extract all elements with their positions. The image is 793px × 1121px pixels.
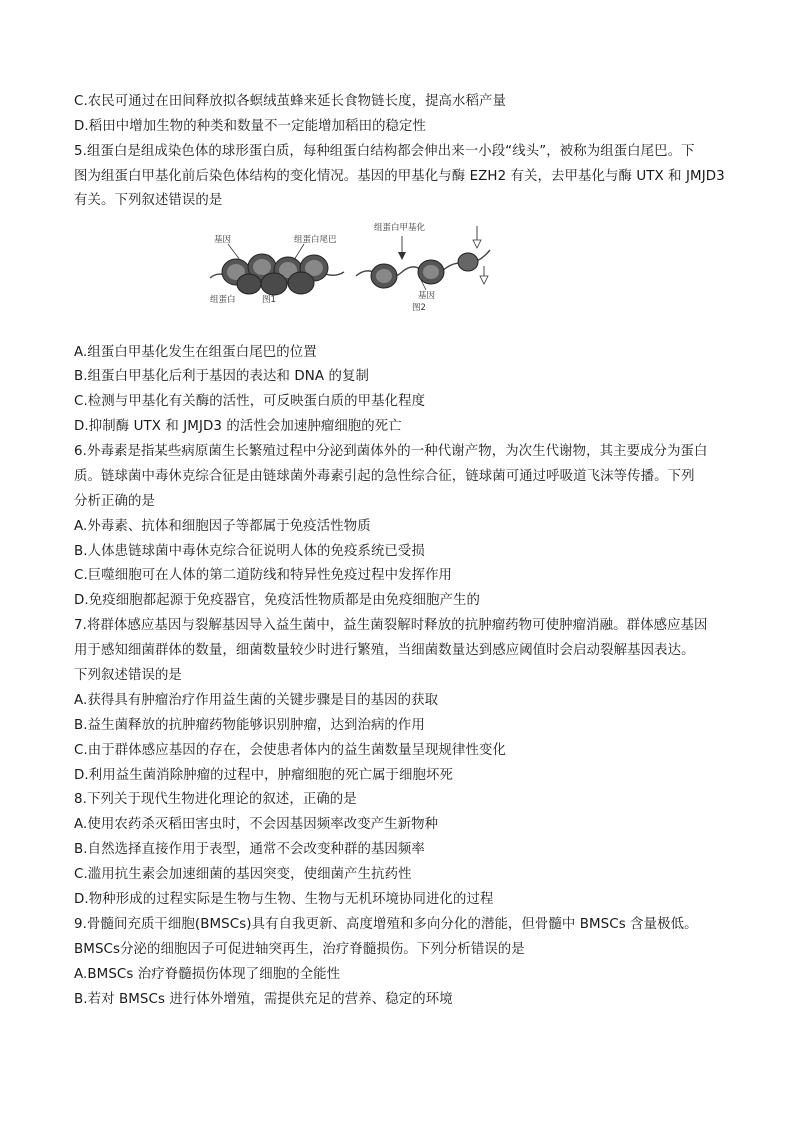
question-6-line-2: 质。链球菌中毒休克综合征是由链球菌外毒素引起的急性综合征，链球菌可通过呼吸道飞沫等传播。下列 (74, 469, 695, 484)
figure-2-methylation-label: 组蛋白甲基化 (374, 223, 426, 233)
option-8a: A.使用农药杀灭稻田害虫时，不会因基因频率改变产生新物种 (74, 817, 439, 832)
option-4d: D.稻田中增加生物的种类和数量不一定能增加稻田的稳定性 (74, 119, 427, 134)
option-5d: D.抑制酶 UTX 和 JMJD3 的活性会加速肿瘤细胞的死亡 (74, 419, 402, 434)
option-6d: D.免疫细胞都起源于免疫器官，免疫活性物质都是由免疫细胞产生的 (74, 593, 480, 608)
question-5-line-1: 5.组蛋白是组成染色体的球形蛋白质，每种组蛋白结构都会伸出来一小段“线头”，被称为组蛋白尾巴。下 (74, 144, 695, 159)
figure-2-relaxed-chromatin (356, 222, 490, 312)
option-7d: D.利用益生菌消除肿瘤的过程中，肿瘤细胞的死亡属于细胞坏死 (74, 768, 454, 783)
option-8d: D.物种形成的过程实际是生物与生物、生物与无机环境协同进化的过程 (74, 892, 494, 907)
question-9-line-2: BMSCs分泌的细胞因子可促进轴突再生，治疗脊髓损伤。下列分析错误的是 (74, 942, 525, 957)
option-5a: A.组蛋白甲基化发生在组蛋白尾巴的位置 (74, 345, 317, 360)
question-7-line-3: 下列叙述错误的是 (74, 668, 182, 683)
option-7a: A.获得具有肿瘤治疗作用益生菌的关键步骤是目的基因的获取 (74, 693, 439, 708)
figure-1-caption: 图1 (262, 295, 276, 305)
question-6-line-1: 6.外毒素是指某些病原菌生长繁殖过程中分泌到菌体外的一种代谢产物，为次生代谢物，其主要成分为蛋白 (74, 444, 708, 459)
option-7c: C.由于群体感应基因的存在，会使患者体内的益生菌数量呈现规律性变化 (74, 743, 507, 758)
question-5-line-3: 有关。下列叙述错误的是 (74, 193, 223, 208)
option-7b: B.益生菌释放的抗肿瘤药物能够识别肿瘤，达到治病的作用 (74, 718, 425, 733)
question-5-line-2: 图为组蛋白甲基化前后染色体结构的变化情况。基因的甲基化与酶 EZH2 有关，去甲基化与酶 UTX 和 JMJD3 (74, 169, 725, 184)
figure-1-condensed-chromatin (210, 234, 344, 305)
option-6c: C.巨噬细胞可在人体的第二道防线和特异性免疫过程中发挥作用 (74, 568, 453, 583)
histone-methylation-figure (206, 220, 496, 312)
option-9a: A.BMSCs 治疗脊髓损伤体现了细胞的全能性 (74, 967, 341, 982)
figure-2-gene-label: 基因 (418, 291, 436, 301)
option-5b: B.组蛋白甲基化后利于基因的表达和 DNA 的复制 (74, 369, 369, 384)
question-6-line-3: 分析正确的是 (74, 494, 155, 509)
question-8-line-1: 8.下列关于现代生物进化理论的叙述，正确的是 (74, 792, 357, 807)
figure-1-histone-label: 组蛋白 (210, 295, 236, 305)
option-6a: A.外毒素、抗体和细胞因子等都属于免疫活性物质 (74, 519, 371, 534)
figure-1-tail-label: 组蛋白尾巴 (294, 235, 337, 245)
question-7-line-2: 用于感知细菌群体的数量，细菌数量较少时进行繁殖，当细菌数量达到感应阈值时会启动裂解基因表达。 (74, 643, 695, 658)
figure-2-caption: 图2 (412, 303, 426, 312)
option-8c: C.滥用抗生素会加速细菌的基因突变，使细菌产生抗药性 (74, 867, 412, 882)
question-9-line-1: 9.骨髓间充质干细胞(BMSCs)具有自我更新、高度增殖和多向分化的潜能，但骨髓中 BMSCs 含量极低。 (74, 917, 698, 932)
question-7-line-1: 7.将群体感应基因与裂解基因导入益生菌中，益生菌裂解时释放的抗肿瘤药物可使肿瘤消融。群体感应基因 (74, 618, 708, 633)
option-9b: B.若对 BMSCs 进行体外增殖，需提供充足的营养、稳定的环境 (74, 992, 453, 1007)
option-4c: C.农民可通过在田间释放拟各螟绒茧蜂来延长食物链长度，提高水稻产量 (74, 94, 507, 109)
option-8b: B.自然选择直接作用于表型，通常不会改变种群的基因频率 (74, 842, 425, 857)
option-6b: B.人体患链球菌中毒休克综合征说明人体的免疫系统已受损 (74, 544, 425, 559)
option-5c: C.检测与甲基化有关酶的活性，可反映蛋白质的甲基化程度 (74, 394, 426, 409)
figure-1-gene-label: 基因 (214, 235, 232, 245)
